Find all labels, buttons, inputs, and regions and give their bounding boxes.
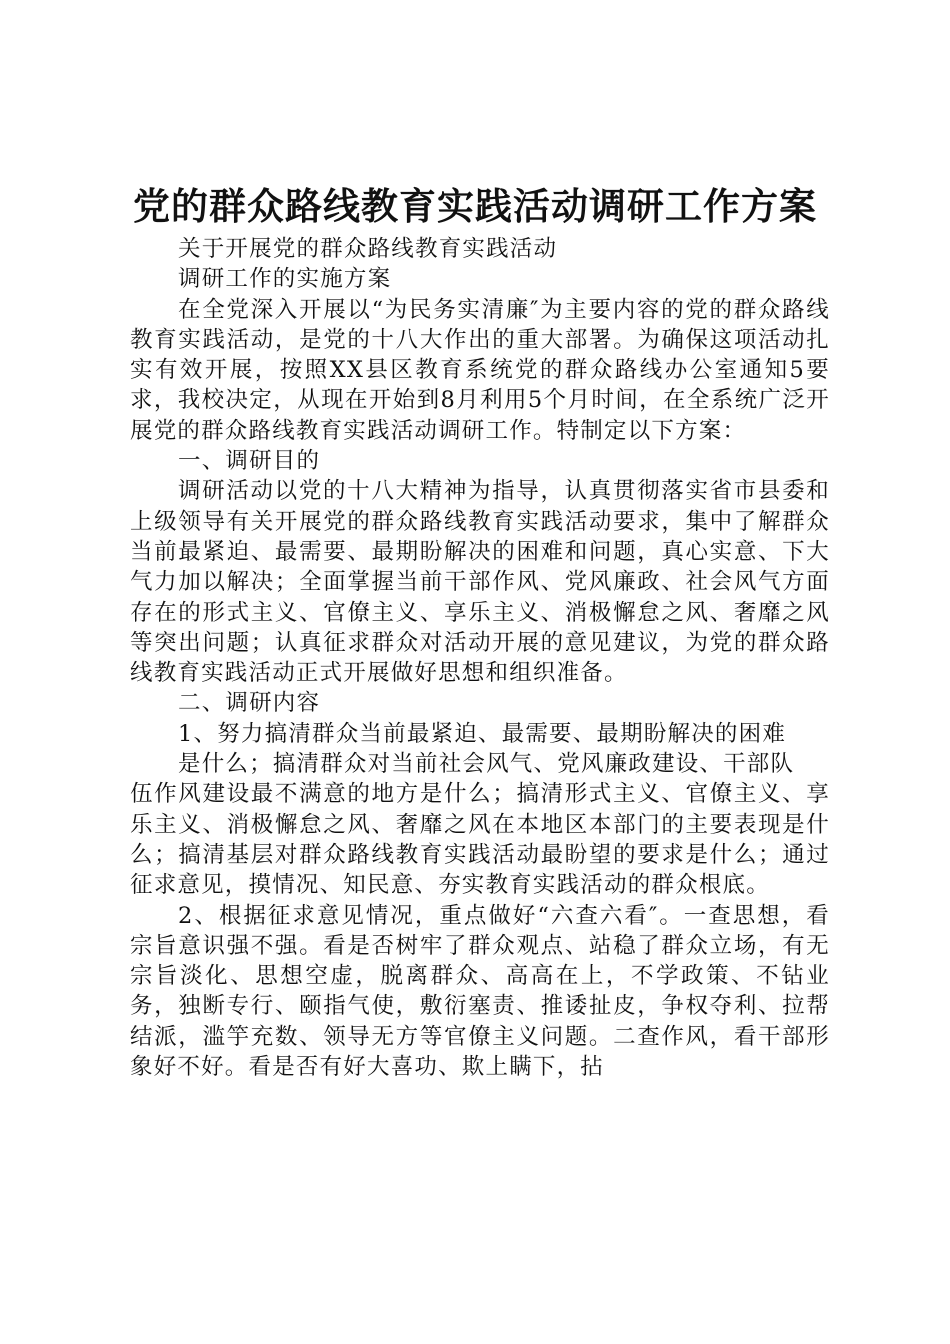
- section-2-heading: 二、调研内容: [178, 690, 321, 717]
- subtitle-line-1: 关于开展党的群众路线教育实践活动: [178, 236, 558, 262]
- section-1-heading: 一、调研目的: [178, 448, 321, 475]
- document-title: 党的群众路线教育实践活动调研工作方案: [133, 184, 817, 228]
- item-1-second-line: 是什么；搞清群众对当前社会风气、党风廉政建设、干部队: [178, 751, 795, 778]
- item-2-paragraph: 2、根据征求意见情况，重点做好“六查六看″。一查思想，看宗旨意识强不强。看是否树牢了群众观点、站稳了群众立场，有无宗旨淡化、思想空虚，脱离群众、高高在上，不学政策、不钻业务，独断专行、颐指气使，敷衍塞责、推诿扯皮，争权夺利、拉帮结派，滥竽充数、领导无方等官僚主义问题。二查作风，看干部形象好不好。看是否有好大喜功、欺上瞒下，拈: [130, 902, 830, 1081]
- section-1-paragraph: 调研活动以党的十八大精神为指导，认真贯彻落实省市县委和上级领导有关开展党的群众路线教育实践活动要求，集中了解群众当前最紧迫、最需要、最期盼解决的困难和问题，真心实意、下大气力加以解决；全面掌握当前干部作风、党风廉政、社会风气方面存在的形式主义、官僚主义、享乐主义、消极懈怠之风、奢靡之风等突出问题；认真征求群众对活动开展的意见建议，为党的群众路线教育实践活动正式开展做好思想和组织准备。: [130, 478, 830, 687]
- subtitle-line-2: 调研工作的实施方案: [178, 266, 392, 293]
- item-1-continuation: 伍作风建设最不满意的地方是什么；搞清形式主义、官僚主义、享乐主义、消极懈怠之风、奢靡之风在本地区本部门的主要表现是什么；搞清基层对群众路线教育实践活动最盼望的要求是什么；通过征求意见，摸情况、知民意、夯实教育实践活动的群众根底。: [130, 781, 830, 899]
- intro-paragraph: 在全党深入开展以“为民务实清廉″为主要内容的党的群众路线教育实践活动，是党的十八大作出的重大部署。为确保这项活动扎实有效开展，按照XX县区教育系统党的群众路线办公室通知5要求，我校决定，从现在开始到8月利用5个月时间，在全系统广泛开展党的群众路线教育实践活动调研工作。特制定以下方案：: [130, 296, 830, 444]
- item-1-first-line: 1、努力搞清群众当前最紧迫、最需要、最期盼解决的困难: [178, 720, 787, 747]
- document-body: [130, 234, 830, 1082]
